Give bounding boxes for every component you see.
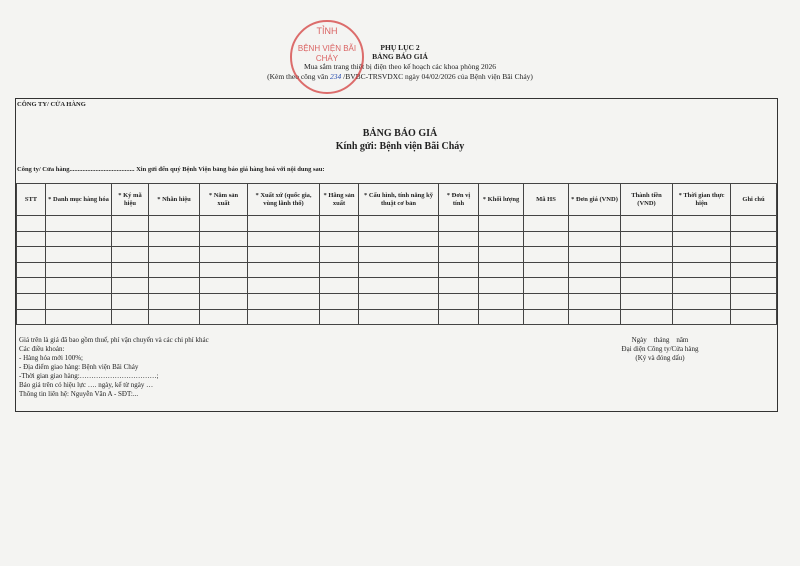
table-cell	[621, 231, 673, 247]
hospital-stamp	[290, 20, 364, 94]
table-cell	[524, 247, 569, 263]
column-header: * Nhãn hiệu	[149, 184, 200, 216]
table-row	[17, 293, 777, 309]
table-cell	[673, 231, 731, 247]
note-line: - Hàng hóa mới 100%;	[19, 354, 83, 362]
table-cell	[439, 247, 479, 263]
table-cell	[112, 309, 149, 325]
table-cell	[359, 309, 439, 325]
table-cell	[479, 216, 524, 232]
note-line: - Địa điểm giao hàng: Bệnh viện Bãi Cháy	[19, 363, 139, 371]
reference-prefix: (Kèm theo công văn	[267, 72, 329, 81]
table-cell	[479, 247, 524, 263]
table-cell	[248, 247, 320, 263]
table-cell	[621, 293, 673, 309]
table-cell	[569, 247, 621, 263]
table-cell	[248, 262, 320, 278]
table-row	[17, 309, 777, 325]
stamp-text: BỆNH VIỆN BÃI CHÁY	[297, 44, 357, 63]
note-line: -Thời gian giao hàng:……………………………;	[19, 372, 159, 380]
signature-date: Ngày tháng năm	[631, 336, 689, 344]
table-cell	[320, 247, 359, 263]
table-cell	[359, 247, 439, 263]
table-cell	[17, 293, 46, 309]
note-line: Các điều khoản:	[19, 345, 65, 353]
table-cell	[731, 262, 777, 278]
table-cell	[248, 278, 320, 294]
table-cell	[200, 309, 248, 325]
terms-notes	[19, 336, 209, 399]
signature-role: Đại diện Công ty/Cửa hàng	[621, 345, 699, 353]
table-cell	[359, 216, 439, 232]
table-cell	[731, 231, 777, 247]
table-cell	[112, 262, 149, 278]
table-cell	[200, 278, 248, 294]
table-cell	[320, 293, 359, 309]
table-cell	[731, 278, 777, 294]
signature-note: (Ký và đóng dấu)	[635, 354, 685, 362]
table-cell	[359, 262, 439, 278]
table-cell	[149, 262, 200, 278]
table-cell	[524, 278, 569, 294]
table-cell	[673, 262, 731, 278]
table-cell	[524, 309, 569, 325]
form-recipient: Kính gửi: Bệnh viện Bãi Cháy	[335, 141, 465, 152]
table-cell	[320, 309, 359, 325]
table-cell	[621, 278, 673, 294]
table-cell	[524, 231, 569, 247]
column-header: * Năm sản xuất	[200, 184, 248, 216]
column-header: * Cấu hình, tính năng kỹ thuật cơ bản	[359, 184, 439, 216]
column-header: STT	[17, 184, 46, 216]
table-cell	[248, 216, 320, 232]
column-header: * Hãng sản xuất	[320, 184, 359, 216]
table-cell	[17, 247, 46, 263]
appendix-label: PHỤ LỤC 2	[380, 43, 420, 52]
table-cell	[149, 231, 200, 247]
column-header: * Thời gian thực hiện	[673, 184, 731, 216]
table-cell	[524, 293, 569, 309]
table-cell	[46, 231, 112, 247]
table-cell	[149, 293, 200, 309]
table-row	[17, 247, 777, 263]
table-cell	[17, 231, 46, 247]
table-row	[17, 262, 777, 278]
table-cell	[320, 216, 359, 232]
table-cell	[200, 216, 248, 232]
table-cell	[320, 262, 359, 278]
table-cell	[112, 278, 149, 294]
doc-subtitle: Mua sắm trang thiết bị điện theo kế hoạch các khoa phòng 2026	[303, 62, 497, 71]
table-cell	[439, 216, 479, 232]
table-cell	[621, 309, 673, 325]
table-cell	[569, 293, 621, 309]
form-intro: Công ty/ Cửa hàng........................................ Xin gửi đến quý Bệnh Viện bảng báo giá hàng hoá với nội dung sau:	[17, 166, 325, 173]
table-cell	[200, 247, 248, 263]
table-cell	[731, 309, 777, 325]
table-cell	[17, 262, 46, 278]
table-cell	[46, 293, 112, 309]
table-cell	[439, 262, 479, 278]
table-cell	[46, 278, 112, 294]
table-cell	[17, 216, 46, 232]
table-cell	[46, 247, 112, 263]
table-cell	[569, 262, 621, 278]
doc-title: BẢNG BÁO GIÁ	[372, 52, 428, 61]
table-cell	[248, 231, 320, 247]
table-cell	[673, 278, 731, 294]
column-header: * Ký mã hiệu	[112, 184, 149, 216]
column-header: Ghi chú	[731, 184, 777, 216]
table-cell	[673, 247, 731, 263]
table-cell	[112, 216, 149, 232]
table-row	[17, 278, 777, 294]
table-cell	[17, 278, 46, 294]
column-header: * Danh mục hàng hóa	[46, 184, 112, 216]
table-cell	[569, 278, 621, 294]
table-cell	[621, 262, 673, 278]
table-cell	[731, 247, 777, 263]
table-cell	[479, 293, 524, 309]
table-cell	[524, 216, 569, 232]
form-title: BẢNG BÁO GIÁ	[362, 128, 438, 139]
table-row	[17, 231, 777, 247]
table-cell	[17, 309, 46, 325]
reference-suffix: /BVBC-TRSVDXC ngày 04/02/2026 của Bệnh viện Bãi Cháy)	[343, 72, 533, 81]
table-cell	[569, 216, 621, 232]
column-header: * Xuất xứ (quốc gia, vùng lãnh thổ)	[248, 184, 320, 216]
table-cell	[200, 231, 248, 247]
column-header: Thành tiền (VND)	[621, 184, 673, 216]
table-cell	[149, 216, 200, 232]
table-cell	[621, 247, 673, 263]
table-cell	[479, 309, 524, 325]
table-cell	[439, 293, 479, 309]
table-cell	[479, 262, 524, 278]
table-cell	[673, 216, 731, 232]
column-header: * Đơn giá (VND)	[569, 184, 621, 216]
table-cell	[439, 231, 479, 247]
table-cell	[248, 309, 320, 325]
company-label: CÔNG TY/ CỬA HÀNG	[17, 101, 86, 108]
table-cell	[149, 247, 200, 263]
table-cell	[112, 231, 149, 247]
table-cell	[46, 309, 112, 325]
reference-number: 234	[330, 72, 342, 81]
table-cell	[731, 293, 777, 309]
note-line: Báo giá trên có hiệu lực …. ngày, kể từ ngày …	[19, 381, 154, 389]
table-cell	[731, 216, 777, 232]
table-cell	[673, 293, 731, 309]
table-cell	[359, 278, 439, 294]
table-cell	[359, 231, 439, 247]
table-cell	[479, 278, 524, 294]
table-cell	[46, 262, 112, 278]
table-cell	[359, 293, 439, 309]
table-cell	[621, 216, 673, 232]
table-cell	[569, 309, 621, 325]
quote-table	[16, 183, 777, 325]
column-header: * Khối lượng	[479, 184, 524, 216]
table-cell	[46, 216, 112, 232]
table-row	[17, 216, 777, 232]
note-line: Giá trên là giá đã bao gồm thuế, phí vận chuyển và các chi phí khác	[19, 336, 209, 344]
table-cell	[320, 231, 359, 247]
table-cell	[149, 278, 200, 294]
table-cell	[479, 231, 524, 247]
table-cell	[320, 278, 359, 294]
table-cell	[524, 262, 569, 278]
note-line: Thông tin liên hệ: Nguyễn Văn A - SĐT:...	[19, 390, 139, 398]
table-cell	[439, 278, 479, 294]
column-header: * Đơn vị tính	[439, 184, 479, 216]
stamp-top: TỈNH	[316, 26, 338, 36]
table-cell	[200, 293, 248, 309]
table-cell	[439, 309, 479, 325]
table-cell	[248, 293, 320, 309]
table-cell	[112, 247, 149, 263]
table-cell	[149, 309, 200, 325]
table-cell	[569, 231, 621, 247]
table-cell	[200, 262, 248, 278]
table-cell	[112, 293, 149, 309]
table-cell	[673, 309, 731, 325]
reference-line	[0, 72, 800, 81]
signature-block	[560, 336, 760, 363]
column-header: Mã HS	[524, 184, 569, 216]
